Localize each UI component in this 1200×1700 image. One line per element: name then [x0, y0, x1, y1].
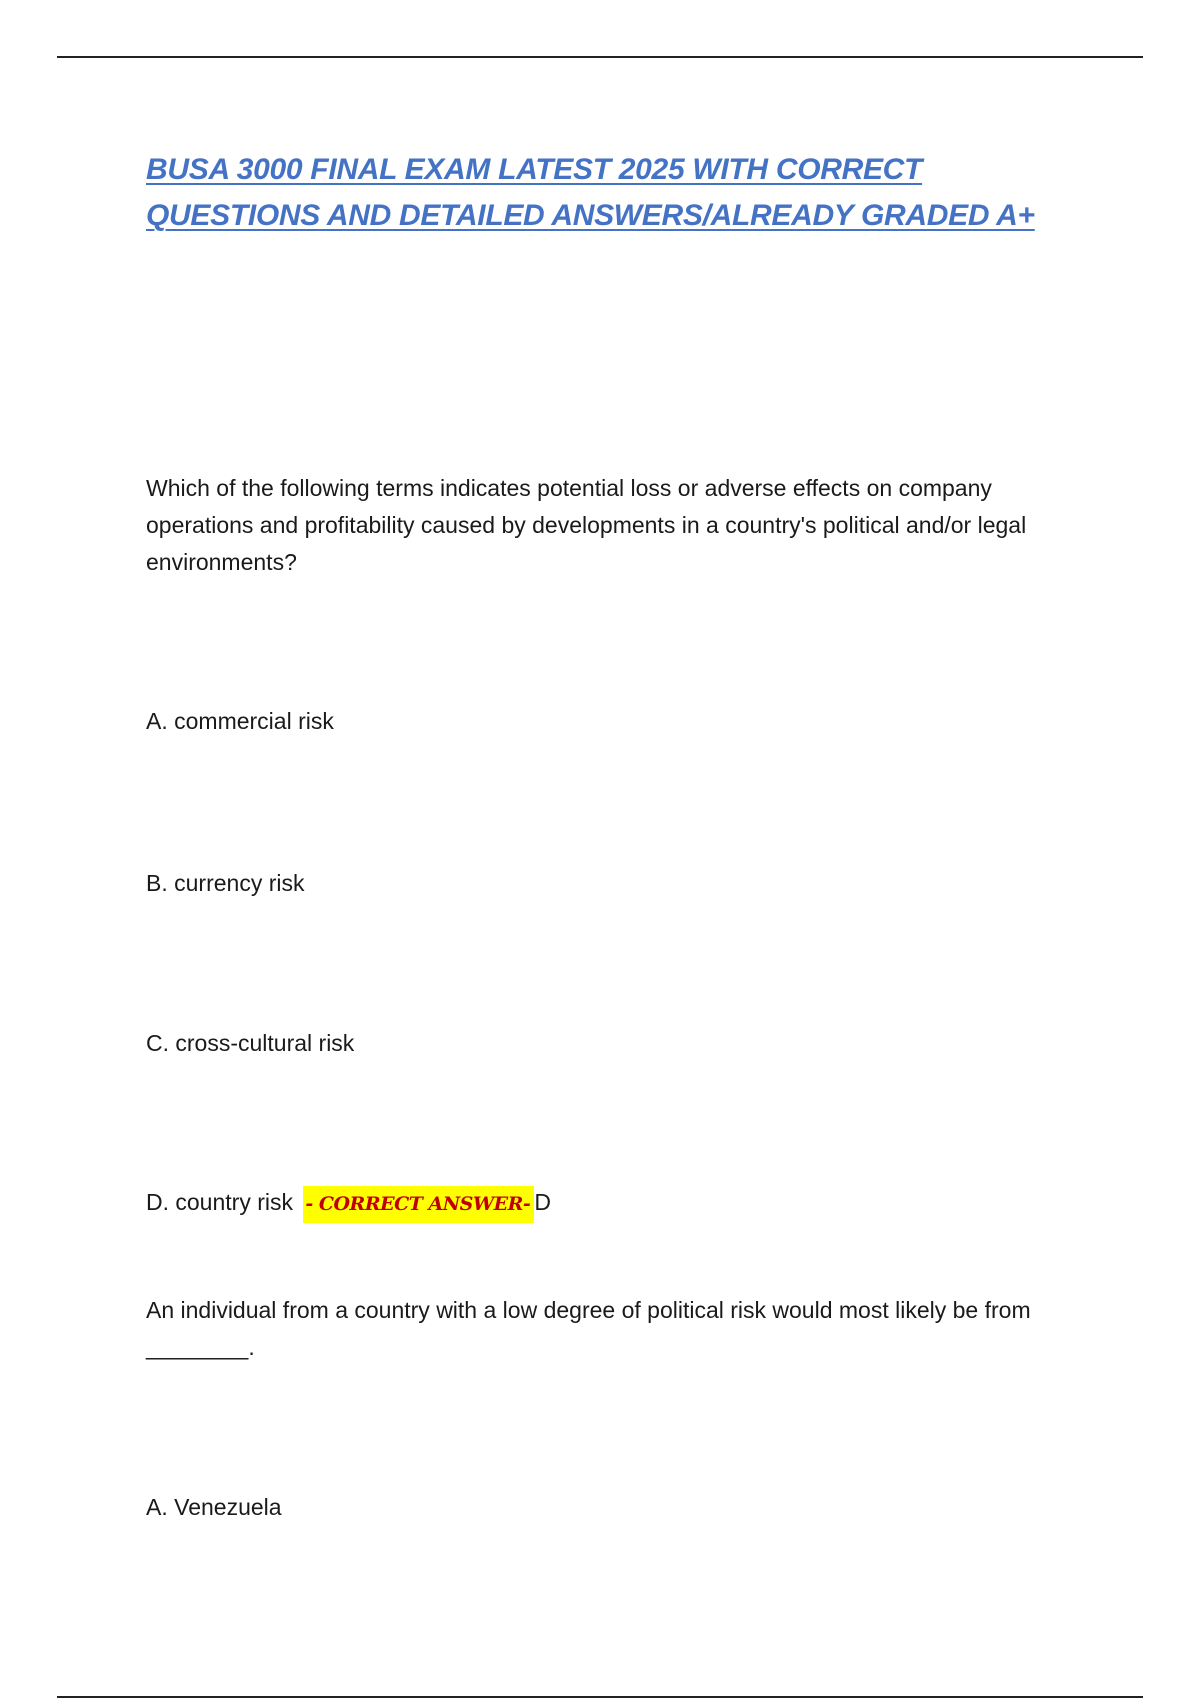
- option-d-label: D. country risk: [146, 1189, 293, 1215]
- document-title-line-2: QUESTIONS AND DETAILED ANSWERS/ALREADY GRADED A+: [146, 199, 1035, 232]
- question-text: An individual from a country with a low degree of political risk would most likely be from ________.: [146, 1297, 1031, 1360]
- option-d: [146, 1184, 551, 1223]
- footer-rule: [57, 1696, 1143, 1698]
- header-rule: [57, 56, 1143, 58]
- option-c: C. cross-cultural risk: [146, 1030, 355, 1056]
- question-text: Which of the following terms indicates potential loss or adverse effects on company operations and profitability caused by developments in a country's political and/or legal environments?: [146, 475, 1027, 575]
- option-b: B. currency risk: [146, 870, 305, 896]
- option-a: A. Venezuela: [146, 1494, 282, 1520]
- document-title: [146, 147, 1126, 239]
- correct-answer-highlight: - CORRECT ANSWER-: [303, 1186, 534, 1223]
- correct-answer-letter: D: [534, 1189, 551, 1215]
- option-a: A. commercial risk: [146, 708, 334, 734]
- document-title-line-1: BUSA 3000 FINAL EXAM LATEST 2025 WITH CORRECT: [146, 153, 923, 186]
